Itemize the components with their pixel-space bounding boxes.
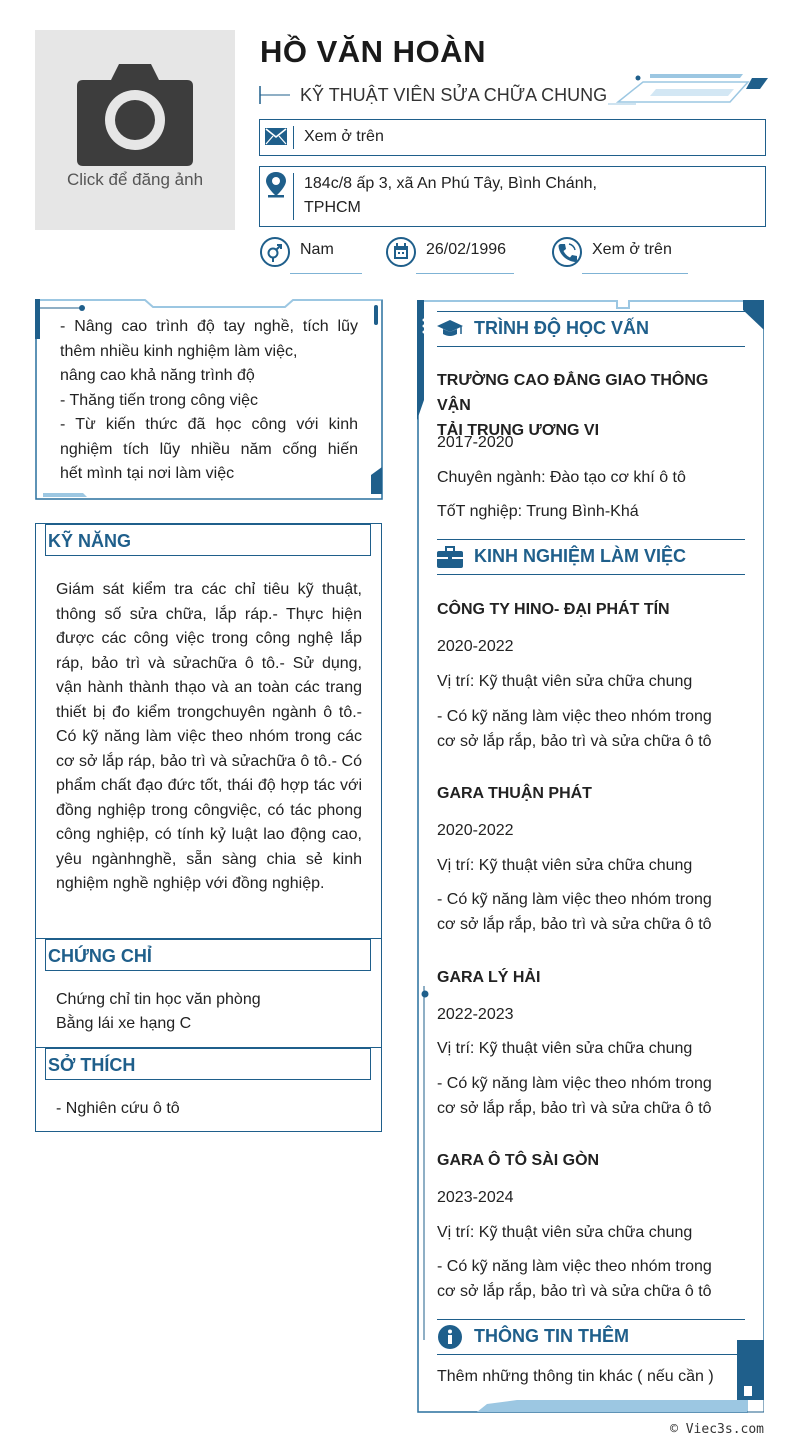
photo-caption: Click để đăng ảnh <box>66 170 204 189</box>
objective-line: - Thăng tiến trong công việc <box>60 391 259 409</box>
job-description-line: cơ sở lắp rắp, bảo trì và sửa chữa ô tô <box>437 1283 712 1300</box>
job-description <box>437 887 745 937</box>
school-name-line-1: TRƯỜNG CAO ĐẲNG GIAO THÔNG VẬN <box>437 372 709 414</box>
footer-credit: © Viec3s.com <box>670 1422 764 1437</box>
job-years: 2022-2023 <box>437 1006 514 1023</box>
education-major: Chuyên ngành: Đào tạo cơ khí ô tô <box>437 469 686 486</box>
profile-photo-placeholder[interactable] <box>35 30 235 230</box>
education-heading: TRÌNH ĐỘ HỌC VẤN <box>474 318 649 338</box>
experience-heading-box <box>437 539 745 575</box>
briefcase-icon <box>437 545 463 569</box>
objective-line: - Nâng cao trình độ tay nghề, tích lũy <box>60 318 358 335</box>
job-position: Vị trí: Kỹ thuật viên sửa chữa chung <box>437 673 693 690</box>
job-description-line: - Có kỹ năng làm việc theo nhóm trong <box>437 891 712 908</box>
phone-value: Xem ở trên <box>592 241 672 258</box>
skills-heading: KỸ NĂNG <box>48 531 132 551</box>
extra-text: Thêm những thông tin khác ( nếu cần ) <box>437 1368 714 1385</box>
objective-line: hết mình tại nơi làm việc <box>60 465 235 482</box>
hobby-item: - Nghiên cứu ô tô <box>56 1100 180 1117</box>
email-field <box>259 119 766 156</box>
address-value <box>304 172 755 220</box>
phone-icon <box>552 237 582 267</box>
job-company: CÔNG TY HINO- ĐẠI PHÁT TÍN <box>437 601 670 618</box>
job-description-line: cơ sở lắp rắp, bảo trì và sửa chữa ô tô <box>437 916 712 933</box>
job-years: 2020-2022 <box>437 638 514 655</box>
job-description-line: cơ sở lắp rắp, bảo trì và sửa chữa ô tô <box>437 1100 712 1117</box>
email-value: Xem ở trên <box>304 128 384 145</box>
education-years: 2017-2020 <box>437 434 514 451</box>
job-title: KỸ THUẬT VIÊN SỬA CHỮA CHUNG <box>300 85 608 105</box>
hobbies-heading-box <box>45 1048 371 1080</box>
job-years: 2020-2022 <box>437 822 514 839</box>
map-pin-icon <box>266 172 286 198</box>
extra-heading: THÔNG TIN THÊM <box>474 1326 629 1346</box>
certificate-item: Chứng chỉ tin học văn phòng <box>56 991 261 1008</box>
gender-underline <box>290 273 362 274</box>
certificates-heading-box <box>45 939 371 971</box>
certificate-item: Bằng lái xe hạng C <box>56 1015 192 1032</box>
address-field <box>259 166 766 227</box>
job-company: GARA Ô TÔ SÀI GÒN <box>437 1152 600 1169</box>
job-description <box>437 1071 745 1121</box>
job-description-line: - Có kỹ năng làm việc theo nhóm trong <box>437 1075 712 1092</box>
school-name-line-2: TẢI TRUNG ƯƠNG VI <box>437 422 600 439</box>
education-heading-box <box>437 311 745 347</box>
extra-heading-box <box>437 1319 745 1355</box>
envelope-icon <box>265 128 287 145</box>
objective-line: nâng cao khả năng trình độ <box>60 367 255 384</box>
job-description <box>437 704 745 754</box>
camera-icon <box>75 60 195 166</box>
education-grade: TốT nghiệp: Trung Bình-Khá <box>437 503 639 520</box>
gender-icon <box>260 237 290 267</box>
job-position: Vị trí: Kỹ thuật viên sửa chữa chung <box>437 857 693 874</box>
objective-line: - Từ kiến thức đã học công với kinh <box>60 416 358 433</box>
candidate-name: HỒ VĂN HOÀN <box>260 34 486 69</box>
objective-text <box>60 315 358 487</box>
job-description-line: - Có kỹ năng làm việc theo nhóm trong <box>437 1258 712 1275</box>
objective-line: nghiệm tích lũy nhiều năm cống hiến <box>60 440 358 458</box>
job-description-line: - Có kỹ năng làm việc theo nhóm trong <box>437 708 712 725</box>
graduation-cap-icon <box>437 317 463 341</box>
hobbies-heading: SỞ THÍCH <box>48 1055 136 1075</box>
skills-heading-box <box>45 524 371 556</box>
phone-underline <box>582 273 688 274</box>
job-description <box>437 1254 745 1304</box>
info-icon <box>437 1325 463 1349</box>
job-years: 2023-2024 <box>437 1189 514 1206</box>
certificates-text <box>56 988 261 1036</box>
job-company: GARA THUẬN PHÁT <box>437 785 592 802</box>
address-line-2: TPHCM <box>304 199 361 216</box>
experience-heading: KINH NGHIỆM LÀM VIỆC <box>474 546 687 566</box>
birthday-underline <box>416 273 514 274</box>
objective-line: thêm nhiều kinh nghiệm làm việc, <box>60 342 298 360</box>
calendar-icon <box>386 237 416 267</box>
job-position: Vị trí: Kỹ thuật viên sửa chữa chung <box>437 1040 693 1057</box>
gender-value: Nam <box>300 241 334 258</box>
birthday-value: 26/02/1996 <box>426 241 507 258</box>
job-position: Vị trí: Kỹ thuật viên sửa chữa chung <box>437 1224 693 1241</box>
job-description-line: cơ sở lắp rắp, bảo trì và sửa chữa ô tô <box>437 733 712 750</box>
certificates-heading: CHỨNG CHỈ <box>48 946 152 966</box>
address-line-1: 184c/8 ấp 3, xã An Phú Tây, Bình Chánh, <box>304 175 597 192</box>
skills-text: Giám sát kiểm tra các chỉ tiêu kỹ thuật, thông số sửa chữa, lắp ráp.- Thực hiện được các công việc trong công nghệ lắp ráp, bảo trì và sửachữa ô tô.- Sử dụng, vận hành thành thạo và an toàn các trang thiết bị đo kiểm trongchuyên ngành ô tô.- Có kỹ năng làm việc theo nhóm trong các cơ sở lắp ráp, bảo trì và sửachữa ô tô.- Có phẩm chất đạo đức tốt, thái độ hợp tác với đồng nghiệp trong côngviệc, có tác phong công nghiệp, có tính kỷ luật lao động cao, yêu ngànhnghề, sẵn sàng chia sẻ kinh nghiệm nghề nghiệp với đồng nghiệp. <box>56 581 362 892</box>
job-company: GARA LÝ HẢI <box>437 969 541 986</box>
